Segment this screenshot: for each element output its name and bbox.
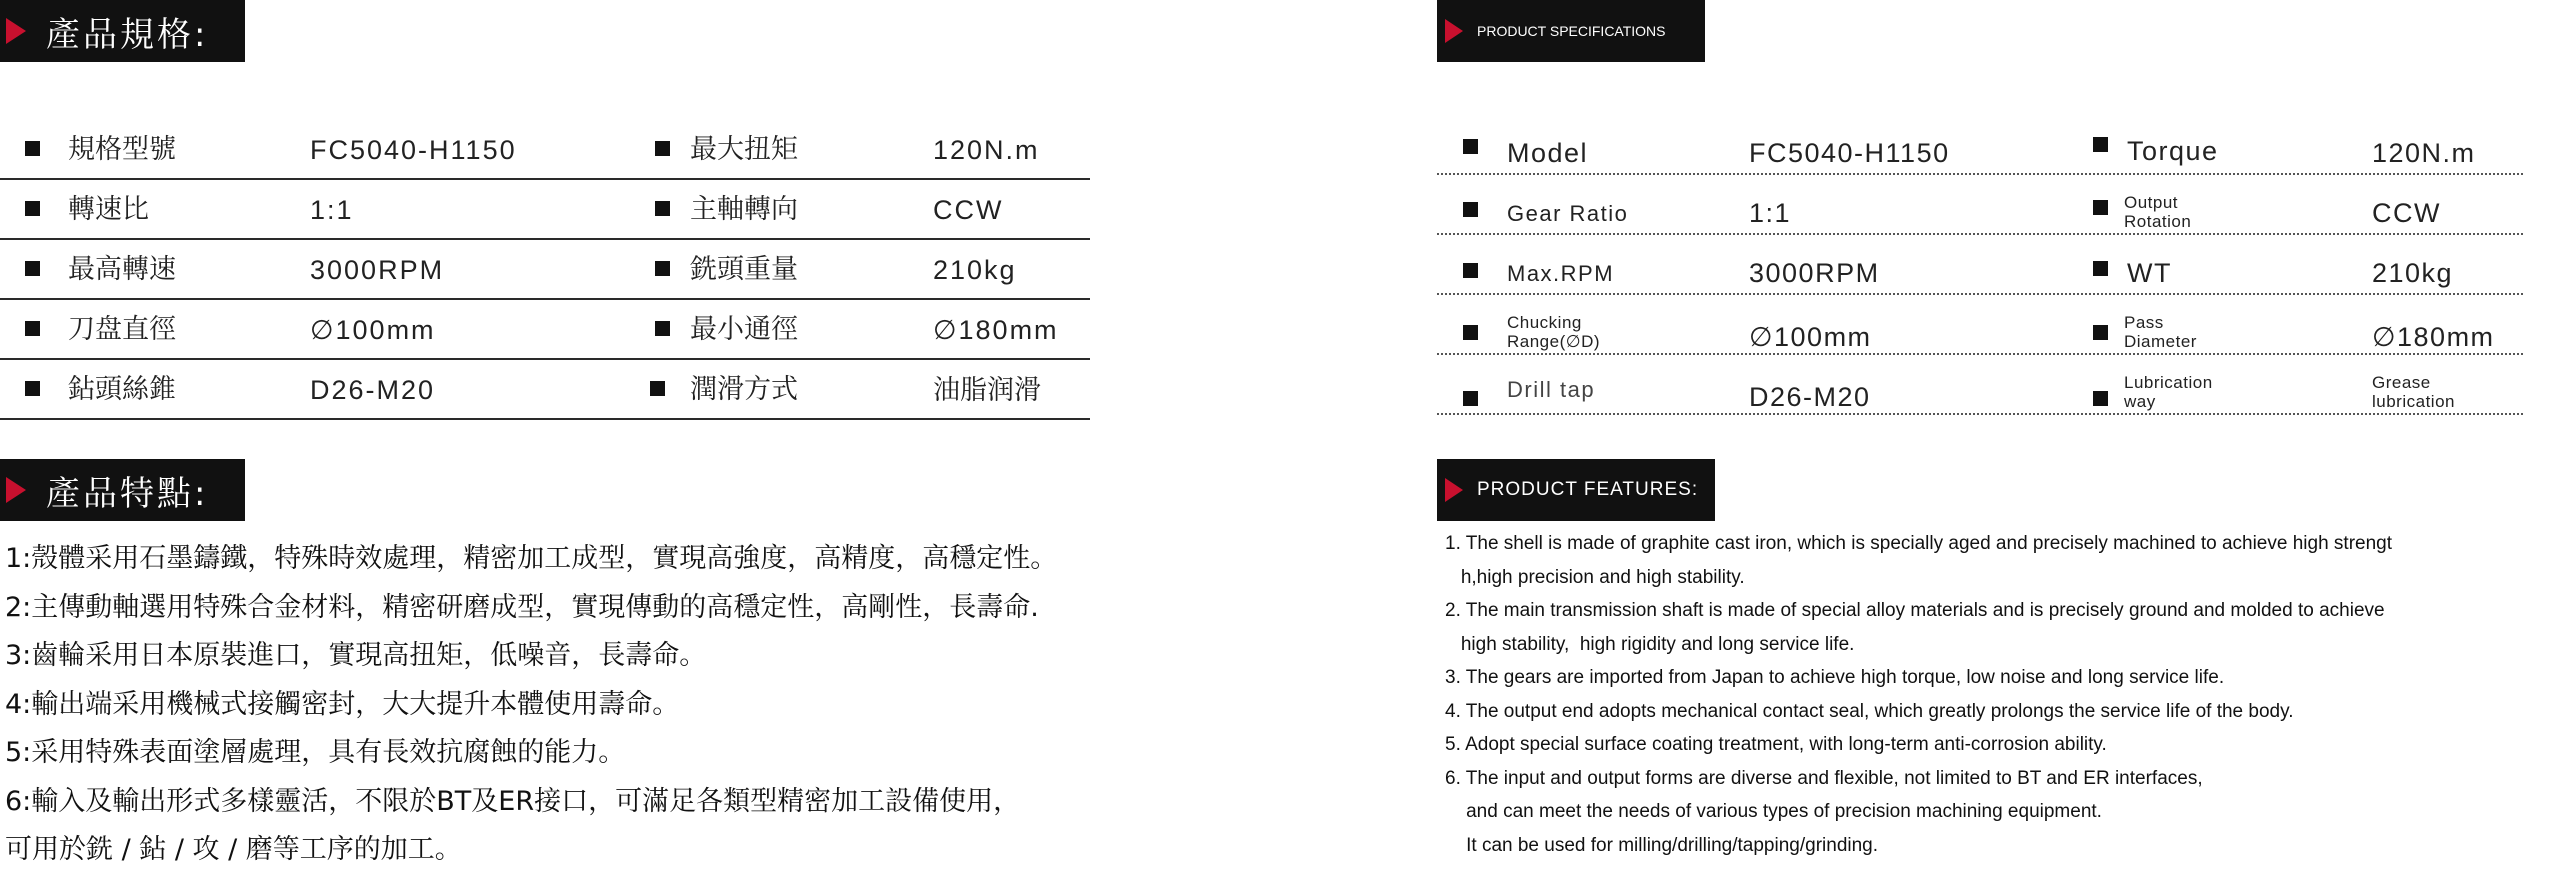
spec-label: Gear Ratio	[1507, 201, 1629, 226]
spec-value: D26-M20	[1749, 382, 1871, 412]
spec-value: ∅100mm	[310, 315, 436, 345]
en-features-header	[1437, 459, 1715, 521]
cn-spec-table	[0, 120, 1090, 420]
spec-value: ∅180mm	[2372, 322, 2495, 352]
bullet-square-icon	[25, 381, 40, 396]
spec-value: CCW	[2372, 198, 2441, 228]
list-item: It can be used for milling/drilling/tapping/grinding.	[1445, 834, 1879, 856]
table-row	[1437, 355, 2523, 415]
list-item: h,high precision and high stability.	[1445, 566, 1745, 588]
spec-value: FC5040-H1150	[1749, 138, 1950, 168]
en-specs-header	[1437, 0, 1705, 62]
spec-label: 潤滑方式	[690, 374, 798, 405]
bullet-square-icon	[1463, 202, 1478, 217]
spec-label: 主軸轉向	[690, 194, 798, 225]
spec-label: 刀盘直徑	[68, 314, 176, 345]
spec-label: 最小通徑	[690, 314, 798, 345]
spec-label-line: way	[2124, 392, 2156, 411]
spec-value: D26-M20	[310, 375, 436, 405]
triangle-marker-icon	[1445, 19, 1463, 43]
bullet-square-icon	[2093, 391, 2108, 406]
table-row	[1437, 175, 2523, 235]
list-item: 4:輸出端采用機械式接觸密封，大大提升本體使用壽命。	[5, 688, 680, 720]
cn-features-list	[5, 535, 1057, 875]
spec-label: Model	[1507, 138, 1589, 168]
bullet-square-icon	[655, 141, 670, 156]
bullet-square-icon	[1463, 263, 1478, 278]
spec-label-line: Rotation	[2124, 212, 2192, 231]
cn-specs-header	[0, 0, 245, 62]
triangle-marker-icon	[1445, 478, 1463, 502]
table-row	[1437, 295, 2523, 355]
list-item: 3. The gears are imported from Japan to achieve high torque, low noise and long service life.	[1445, 667, 2225, 688]
spec-label: Drill tap	[1507, 377, 1596, 402]
spec-label: 最高轉速	[68, 254, 176, 285]
cn-features-header	[0, 459, 245, 521]
spec-value: ∅180mm	[933, 315, 1059, 345]
list-item: high stability, high rigidity and long service life.	[1445, 633, 1855, 655]
spec-value: 3000RPM	[310, 255, 445, 285]
spec-value: 1:1	[1749, 198, 1792, 228]
spec-value: 210kg	[933, 255, 1017, 285]
list-item: 1:殼體采用石墨鑄鐵，特殊時效處理，精密加工成型，實現高強度，高精度，高穩定性。	[5, 543, 1058, 574]
spec-label: 轉速比	[68, 194, 149, 225]
spec-label: 規格型號	[68, 134, 176, 165]
list-item: 可用於銑 / 鉆 / 攻 / 磨等工序的加工。	[5, 834, 462, 865]
bullet-square-icon	[1463, 325, 1478, 340]
bullet-square-icon	[25, 141, 40, 156]
bullet-square-icon	[655, 321, 670, 336]
spec-value: 1:1	[310, 195, 354, 225]
triangle-marker-icon	[6, 18, 26, 44]
spec-label: 最大扭矩	[690, 134, 798, 165]
spec-value	[2372, 373, 2455, 411]
spec-value: FC5040-H1150	[310, 135, 517, 165]
bullet-square-icon	[25, 201, 40, 216]
bullet-square-icon	[655, 201, 670, 216]
en-specs-title: PRODUCT SPECIFICATIONS	[1477, 23, 1666, 39]
spec-label	[2124, 313, 2197, 351]
bullet-square-icon	[2093, 137, 2108, 152]
spec-label: Torque	[2127, 136, 2219, 166]
bullet-square-icon	[25, 261, 40, 276]
spec-label	[1507, 313, 1600, 351]
table-row	[0, 240, 1090, 300]
list-item: 6:輸入及輸出形式多樣靈活，不限於BT及ER接口，可滿足各類型精密加工設備使用，	[5, 785, 1021, 817]
spec-label-line: Lubrication	[2124, 373, 2213, 392]
spec-value-line: lubrication	[2372, 392, 2455, 411]
en-spec-table	[1437, 115, 2523, 415]
cn-specs-title: 產品規格:	[46, 14, 209, 55]
spec-label: WT	[2127, 258, 2172, 288]
list-item: 6. The input and output forms are diverse and flexible, not limited to BT and ER interfaces,	[1445, 767, 2203, 789]
bullet-square-icon	[1463, 139, 1478, 154]
en-features-title: PRODUCT FEATURES:	[1477, 479, 1699, 500]
triangle-marker-icon	[6, 477, 26, 503]
spec-label-line: Chucking	[1507, 313, 1582, 332]
list-item: 2:主傳動軸選用特殊合金材料，精密研磨成型，實現傳動的高穩定性，高剛性，長壽命.	[5, 591, 1039, 623]
bullet-square-icon	[655, 261, 670, 276]
spec-value: 120N.m	[2372, 138, 2476, 168]
spec-value: CCW	[933, 195, 1004, 225]
list-item: 4. The output end adopts mechanical contact seal, which greatly prolongs the service life of the body.	[1445, 700, 2294, 722]
en-features-list	[1445, 527, 2560, 862]
spec-value: 油脂润滑	[933, 375, 1041, 405]
bullet-square-icon	[2093, 200, 2108, 215]
spec-label-line: Output	[2124, 193, 2179, 212]
table-row	[1437, 235, 2523, 295]
bullet-square-icon	[650, 381, 665, 396]
table-row	[0, 360, 1090, 420]
bullet-square-icon	[25, 321, 40, 336]
spec-label-line: Range(∅D)	[1507, 332, 1601, 351]
list-item: 2. The main transmission shaft is made of special alloy materials and is precisely ground and molded to achieve	[1445, 600, 2385, 621]
bullet-square-icon	[1463, 391, 1478, 406]
spec-value: 120N.m	[933, 135, 1040, 165]
table-row	[0, 180, 1090, 240]
table-row	[1437, 115, 2523, 175]
spec-value: ∅100mm	[1749, 322, 1872, 352]
spec-label-line: Pass	[2124, 313, 2164, 332]
list-item: and can meet the needs of various types of precision machining equipment.	[1445, 801, 2102, 822]
table-row	[0, 300, 1090, 360]
spec-value: 210kg	[2372, 258, 2454, 288]
spec-label: 銑頭重量	[690, 254, 798, 285]
list-item: 5:采用特殊表面塗層處理，具有長效抗腐蝕的能力。	[5, 737, 626, 768]
spec-label-line: Diameter	[2124, 332, 2197, 351]
spec-label: Max.RPM	[1507, 261, 1615, 286]
cn-features-title: 產品特點:	[46, 473, 209, 514]
spec-label	[2124, 193, 2191, 231]
list-item: 3:齒輪采用日本原裝進口，實現高扭矩，低噪音，長壽命。	[5, 640, 707, 671]
list-item: 1. The shell is made of graphite cast iron, which is specially aged and precisely machined to achieve high strengt	[1445, 533, 2393, 554]
spec-value-line: Grease	[2372, 373, 2431, 392]
spec-label	[2124, 373, 2213, 411]
spec-label: 鉆頭絲錐	[68, 374, 176, 405]
bullet-square-icon	[2093, 261, 2108, 276]
list-item: 5. Adopt special surface coating treatment, with long-term anti-corrosion ability.	[1445, 734, 2107, 755]
bullet-square-icon	[2093, 325, 2108, 340]
table-row	[0, 120, 1090, 180]
spec-value: 3000RPM	[1749, 258, 1880, 288]
